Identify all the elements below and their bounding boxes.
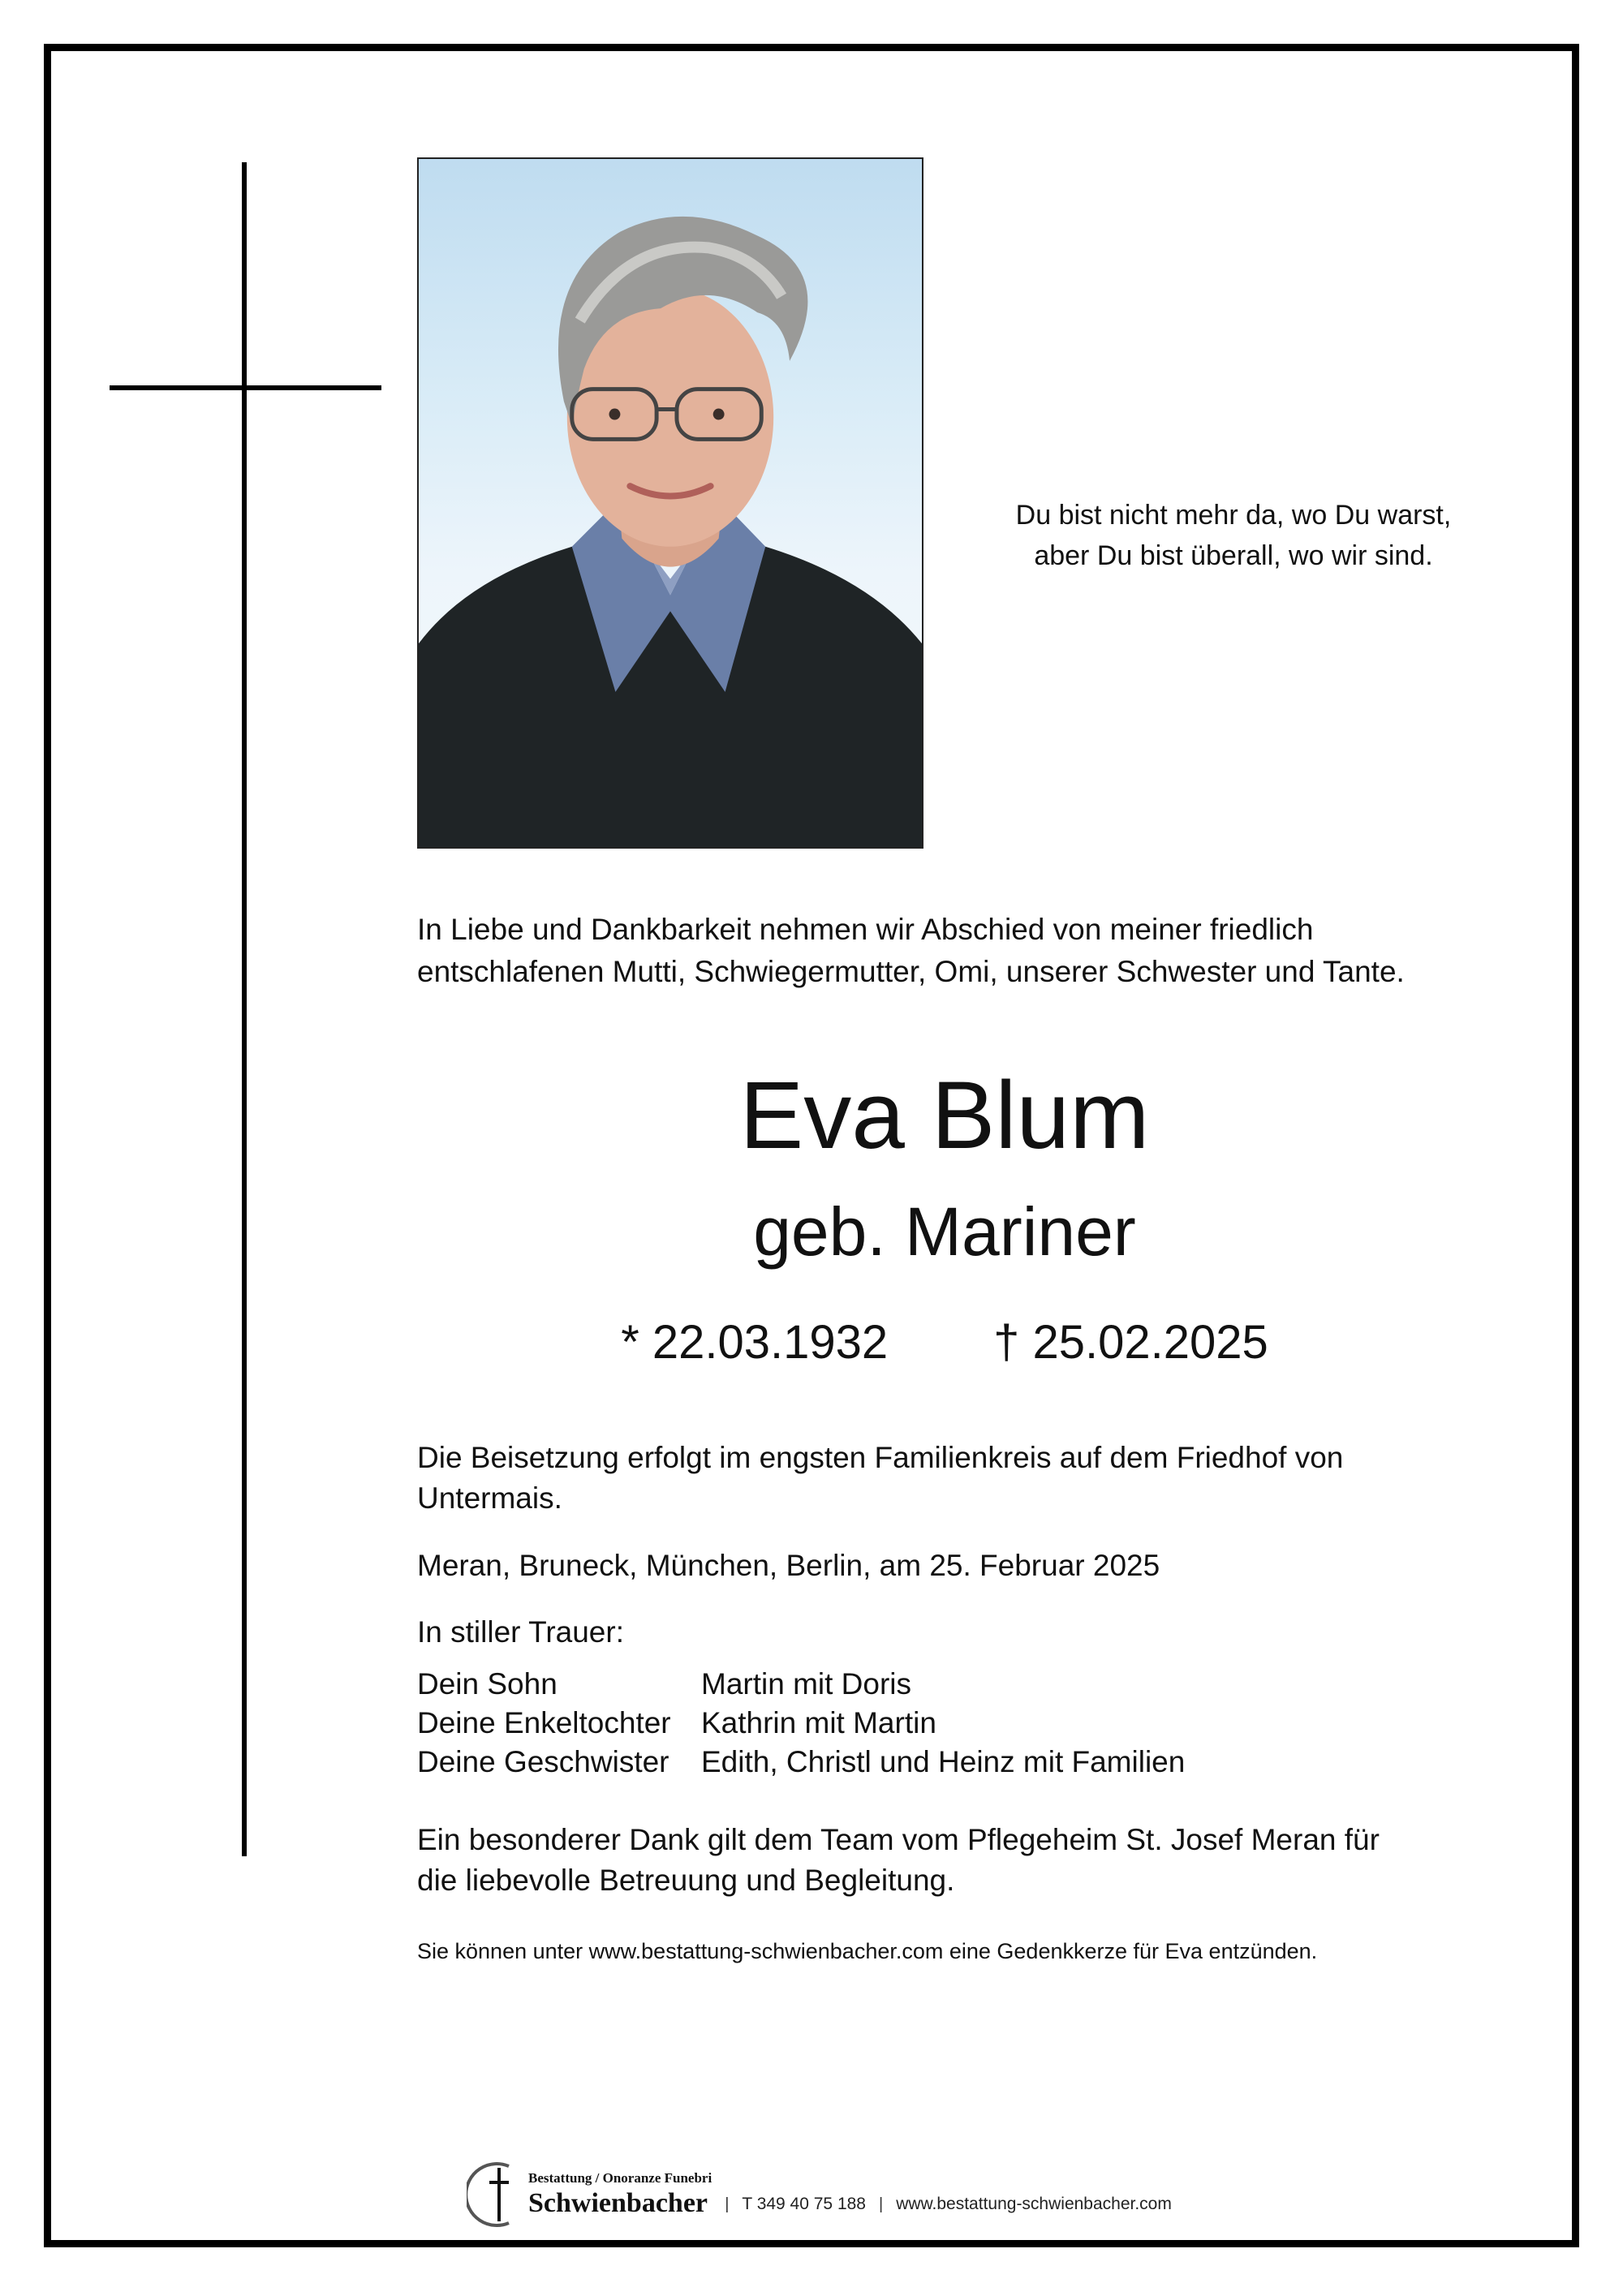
quote-line: aber Du bist überall, wo wir sind. <box>1034 540 1433 571</box>
company-phone: T 349 40 75 188 <box>742 2195 866 2213</box>
memorial-quote <box>958 495 1509 576</box>
thanks-line: Ein besonderer Dank gilt dem Team vom Pflegeheim St. Josef Meran für <box>417 1823 1380 1856</box>
thanks-line: die liebevolle Betreuung und Begleitung. <box>417 1864 955 1897</box>
intro-line: In Liebe und Dankbarkeit nehmen wir Abschied von meiner friedlich <box>417 913 1314 946</box>
deceased-name: Eva Blum <box>739 1062 1150 1169</box>
mourner-names: Edith, Christl und Heinz mit Familien <box>701 1745 1186 1778</box>
footer-separator: | <box>878 2195 884 2213</box>
cross-icon-horizontal <box>110 385 381 390</box>
mourning-label: In stiller Trauer: <box>417 1615 624 1649</box>
birth-date: * 22.03.1932 <box>621 1316 889 1369</box>
cross-icon-vertical <box>242 162 247 1856</box>
mourner-relation: Deine Enkeltochter <box>417 1706 671 1739</box>
company-logo <box>528 2169 712 2220</box>
footer-separator: | <box>725 2195 730 2213</box>
death-date: † 25.02.2025 <box>993 1316 1268 1369</box>
maiden-name: geb. Mariner <box>753 1193 1136 1270</box>
intro-text <box>417 909 1537 993</box>
life-dates <box>417 1314 1472 1371</box>
thanks-text <box>417 1820 1472 1901</box>
mourner-names: Martin mit Doris <box>701 1667 912 1701</box>
mourners-list <box>417 1665 1472 1782</box>
mourner-relation: Deine Geschwister <box>417 1745 669 1778</box>
mourner-relation: Dein Sohn <box>417 1667 558 1701</box>
company-subtitle: Bestattung / Onoranze Funebri <box>528 2170 712 2186</box>
candle-note: Sie können unter www.bestattung-schwienbacher.com eine Gedenkkerze für Eva entzünden. <box>417 1939 1318 1963</box>
company-website[interactable]: www.bestattung-schwienbacher.com <box>896 2195 1172 2213</box>
intro-line: entschlafenen Mutti, Schwiegermutter, Omi, unserer Schwester und Tante. <box>417 955 1405 988</box>
burial-line: Die Beisetzung erfolgt im engsten Familienkreis auf dem Friedhof von <box>417 1441 1344 1474</box>
place-date: Meran, Bruneck, München, Berlin, am 25. Februar 2025 <box>417 1549 1160 1582</box>
cross-logo-icon <box>467 2160 523 2229</box>
mourner-names: Kathrin mit Martin <box>701 1706 936 1739</box>
quote-line: Du bist nicht mehr da, wo Du warst, <box>1015 500 1452 531</box>
burial-text <box>417 1438 1472 1519</box>
portrait-photo <box>417 157 923 849</box>
burial-line: Untermais. <box>417 1481 562 1515</box>
company-name: Schwienbacher <box>528 2188 708 2218</box>
footer <box>467 2158 1278 2231</box>
